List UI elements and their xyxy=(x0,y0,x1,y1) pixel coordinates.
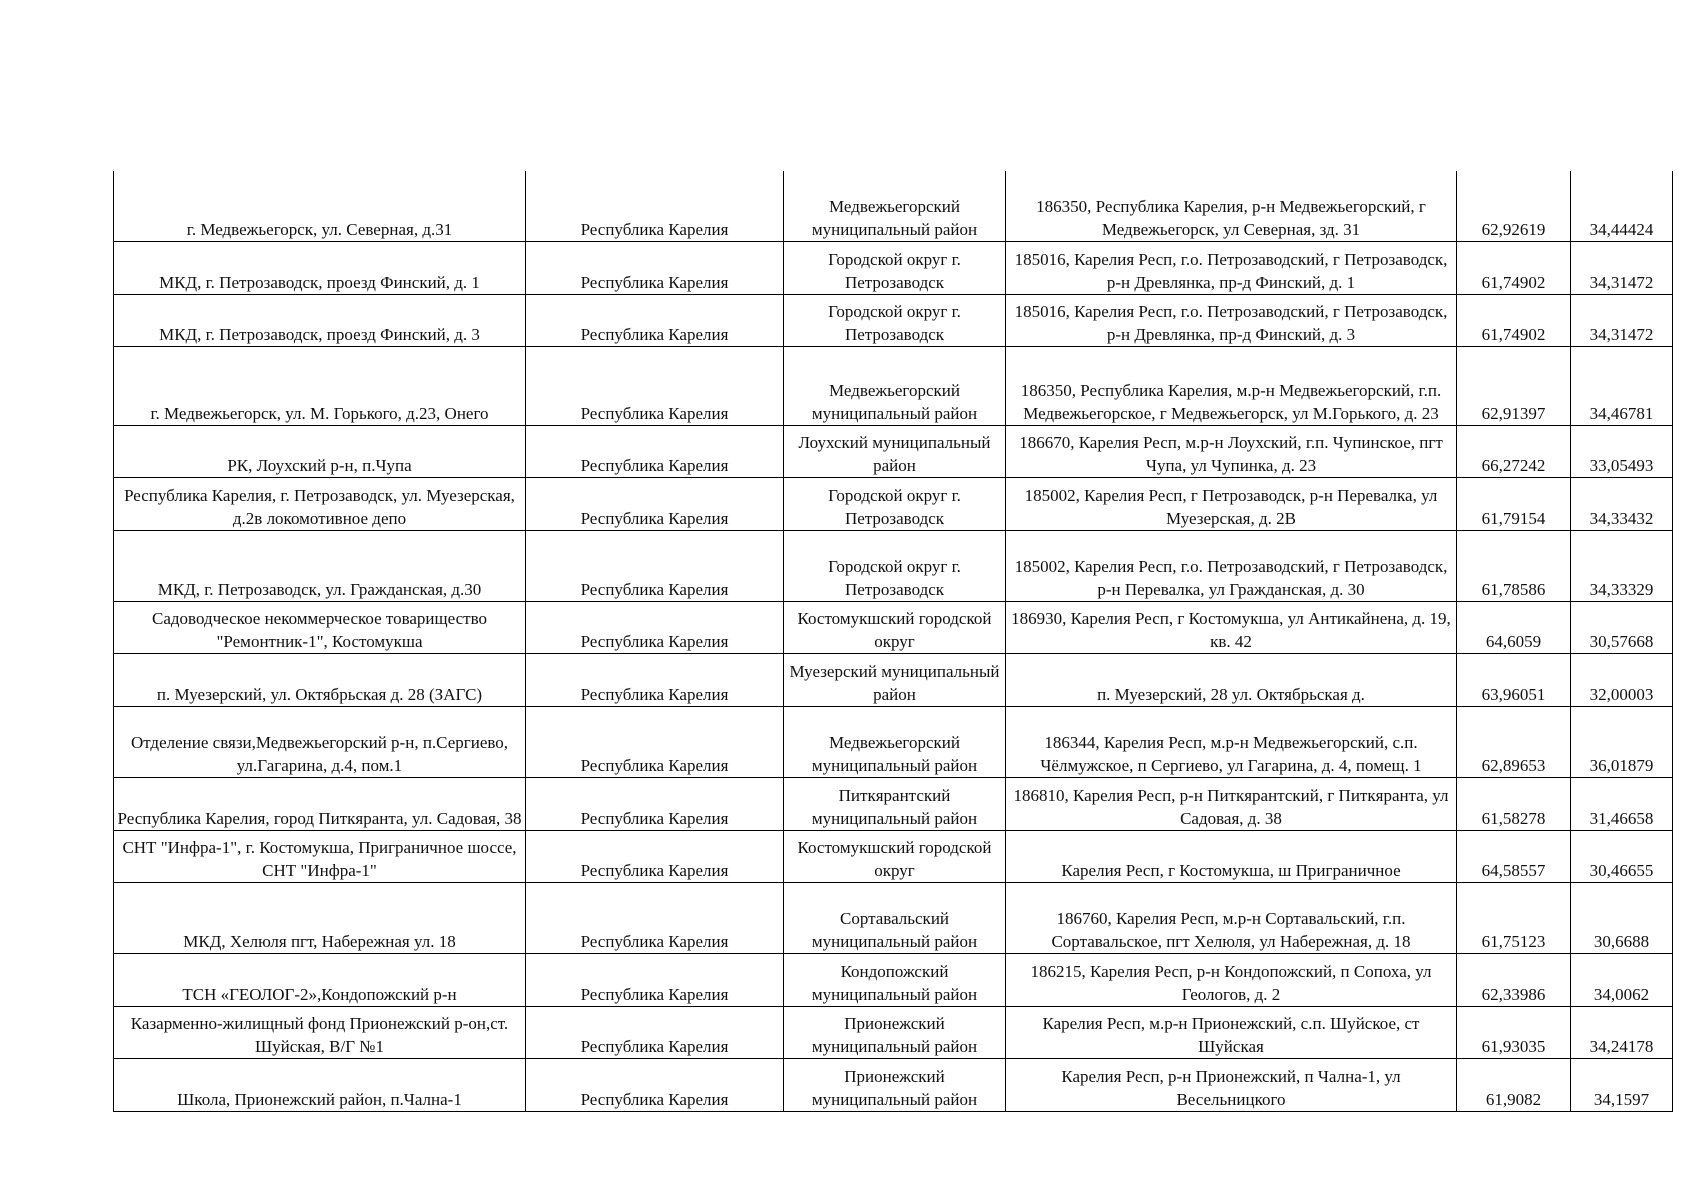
cell-address: 186670, Карелия Респ, м.р-н Лоухский, г.п. Чупинское, пгт Чупа, ул Чупинка, д. 23 xyxy=(1006,425,1457,477)
cell-name: Казарменно-жилищный фонд Прионежский р-он,ст. Шуйская, В/Г №1 xyxy=(114,1006,526,1058)
cell-address: 186810, Карелия Респ, р-н Питкярантский, г Питкяранта, ул Садовая, д. 38 xyxy=(1006,777,1457,830)
cell-longitude: 34,0062 xyxy=(1571,953,1673,1006)
cell-latitude: 61,58278 xyxy=(1457,777,1571,830)
cell-municipality: Медвежьегорский муниципальный район xyxy=(784,171,1006,241)
cell-latitude: 61,93035 xyxy=(1457,1006,1571,1058)
table-row xyxy=(114,1058,1673,1111)
table-row xyxy=(114,706,1673,777)
cell-name: РК, Лоухский р-н, п.Чупа xyxy=(114,425,526,477)
cell-region: Республика Карелия xyxy=(526,953,784,1006)
table-body xyxy=(114,171,1673,1111)
cell-latitude: 62,91397 xyxy=(1457,346,1571,425)
cell-region: Республика Карелия xyxy=(526,530,784,601)
cell-municipality: Сортавальский муниципальный район xyxy=(784,882,1006,953)
cell-region: Республика Карелия xyxy=(526,830,784,882)
table-row xyxy=(114,777,1673,830)
cell-latitude: 66,27242 xyxy=(1457,425,1571,477)
cell-address: 185002, Карелия Респ, г.о. Петрозаводский, г Петрозаводск, р-н Перевалка, ул Гражданская, д. 30 xyxy=(1006,530,1457,601)
cell-longitude: 32,00003 xyxy=(1571,653,1673,706)
cell-region: Республика Карелия xyxy=(526,1058,784,1111)
cell-address: 186350, Республика Карелия, р-н Медвежьегорский, г Медвежьегорск, ул Северная, зд. 31 xyxy=(1006,171,1457,241)
cell-latitude: 61,9082 xyxy=(1457,1058,1571,1111)
cell-region: Республика Карелия xyxy=(526,241,784,294)
cell-region: Республика Карелия xyxy=(526,425,784,477)
cell-region: Республика Карелия xyxy=(526,601,784,653)
table-row xyxy=(114,653,1673,706)
cell-address: 185002, Карелия Респ, г Петрозаводск, р-н Перевалка, ул Муезерская, д. 2В xyxy=(1006,477,1457,530)
cell-municipality: Кондопожский муниципальный район xyxy=(784,953,1006,1006)
cell-address: 185016, Карелия Респ, г.о. Петрозаводский, г Петрозаводск, р-н Древлянка, пр-д Финский, д. 1 xyxy=(1006,241,1457,294)
table-row xyxy=(114,241,1673,294)
table-row xyxy=(114,882,1673,953)
cell-region: Республика Карелия xyxy=(526,1006,784,1058)
cell-latitude: 61,74902 xyxy=(1457,294,1571,346)
cell-municipality: Муезерский муниципальный район xyxy=(784,653,1006,706)
table-row xyxy=(114,953,1673,1006)
cell-region: Республика Карелия xyxy=(526,477,784,530)
cell-address: 186350, Республика Карелия, м.р-н Медвежьегорский, г.п. Медвежьегорское, г Медвежьегорск, ул М.Горького, д. 23 xyxy=(1006,346,1457,425)
cell-longitude: 36,01879 xyxy=(1571,706,1673,777)
cell-latitude: 61,79154 xyxy=(1457,477,1571,530)
cell-longitude: 33,05493 xyxy=(1571,425,1673,477)
table-row xyxy=(114,830,1673,882)
table-row xyxy=(114,294,1673,346)
cell-address: Карелия Респ, р-н Прионежский, п Чална-1, ул Весельницкого xyxy=(1006,1058,1457,1111)
cell-name: Школа, Прионежский район, п.Чална-1 xyxy=(114,1058,526,1111)
cell-name: г. Медвежьегорск, ул. М. Горького, д.23, Онего xyxy=(114,346,526,425)
table-row xyxy=(114,346,1673,425)
cell-longitude: 34,31472 xyxy=(1571,294,1673,346)
cell-name: Отделение связи,Медвежьегорский р-н, п.Сергиево, ул.Гагарина, д.4, пом.1 xyxy=(114,706,526,777)
cell-longitude: 34,46781 xyxy=(1571,346,1673,425)
cell-municipality: Городской округ г. Петрозаводск xyxy=(784,477,1006,530)
cell-municipality: Питкярантский муниципальный район xyxy=(784,777,1006,830)
cell-name: МКД, г. Петрозаводск, проезд Финский, д. 3 xyxy=(114,294,526,346)
cell-name: г. Медвежьегорск, ул. Северная, д.31 xyxy=(114,171,526,241)
cell-municipality: Городской округ г. Петрозаводск xyxy=(784,530,1006,601)
cell-municipality: Прионежский муниципальный район xyxy=(784,1058,1006,1111)
cell-longitude: 34,33329 xyxy=(1571,530,1673,601)
cell-longitude: 30,46655 xyxy=(1571,830,1673,882)
cell-latitude: 62,92619 xyxy=(1457,171,1571,241)
table-row xyxy=(114,1006,1673,1058)
cell-region: Республика Карелия xyxy=(526,171,784,241)
cell-latitude: 61,74902 xyxy=(1457,241,1571,294)
cell-municipality: Медвежьегорский муниципальный район xyxy=(784,706,1006,777)
cell-region: Республика Карелия xyxy=(526,346,784,425)
cell-address: Карелия Респ, м.р-н Прионежский, с.п. Шуйское, ст Шуйская xyxy=(1006,1006,1457,1058)
cell-address: Карелия Респ, г Костомукша, ш Приграничное xyxy=(1006,830,1457,882)
cell-longitude: 30,6688 xyxy=(1571,882,1673,953)
cell-longitude: 31,46658 xyxy=(1571,777,1673,830)
table-row xyxy=(114,601,1673,653)
cell-latitude: 61,75123 xyxy=(1457,882,1571,953)
cell-municipality: Лоухский муниципальный район xyxy=(784,425,1006,477)
cell-latitude: 62,89653 xyxy=(1457,706,1571,777)
cell-region: Республика Карелия xyxy=(526,294,784,346)
cell-latitude: 64,6059 xyxy=(1457,601,1571,653)
cell-name: п. Муезерский, ул. Октябрьская д. 28 (ЗАГС) xyxy=(114,653,526,706)
cell-name: Садоводческое некоммерческое товарищество "Ремонтник-1", Костомукша xyxy=(114,601,526,653)
cell-name: Республика Карелия, г. Петрозаводск, ул. Муезерская, д.2в локомотивное депо xyxy=(114,477,526,530)
cell-name: МКД, г. Петрозаводск, ул. Гражданская, д.30 xyxy=(114,530,526,601)
cell-address: 186215, Карелия Респ, р-н Кондопожский, п Сопоха, ул Геологов, д. 2 xyxy=(1006,953,1457,1006)
cell-longitude: 34,31472 xyxy=(1571,241,1673,294)
cell-latitude: 61,78586 xyxy=(1457,530,1571,601)
cell-name: СНТ "Инфра-1", г. Костомукша, Приграничное шоссе, СНТ "Инфра-1" xyxy=(114,830,526,882)
cell-name: ТСН «ГЕОЛОГ-2»,Кондопожский р-н xyxy=(114,953,526,1006)
cell-municipality: Прионежский муниципальный район xyxy=(784,1006,1006,1058)
cell-longitude: 30,57668 xyxy=(1571,601,1673,653)
cell-region: Республика Карелия xyxy=(526,706,784,777)
table-row xyxy=(114,530,1673,601)
cell-municipality: Костомукшский городской округ xyxy=(784,601,1006,653)
cell-municipality: Костомукшский городской округ xyxy=(784,830,1006,882)
cell-name: МКД, г. Петрозаводск, проезд Финский, д. 1 xyxy=(114,241,526,294)
address-table xyxy=(113,171,1673,1112)
table-row xyxy=(114,171,1673,241)
cell-municipality: Городской округ г. Петрозаводск xyxy=(784,294,1006,346)
cell-address: 186930, Карелия Респ, г Костомукша, ул Антикайнена, д. 19, кв. 42 xyxy=(1006,601,1457,653)
cell-longitude: 34,44424 xyxy=(1571,171,1673,241)
cell-longitude: 34,24178 xyxy=(1571,1006,1673,1058)
cell-address: 185016, Карелия Респ, г.о. Петрозаводский, г Петрозаводск, р-н Древлянка, пр-д Финский, д. 3 xyxy=(1006,294,1457,346)
cell-address: 186344, Карелия Респ, м.р-н Медвежьегорский, с.п. Чёлмужское, п Сергиево, ул Гагарина, д. 4, помещ. 1 xyxy=(1006,706,1457,777)
cell-latitude: 64,58557 xyxy=(1457,830,1571,882)
cell-name: МКД, Хелюля пгт, Набережная ул. 18 xyxy=(114,882,526,953)
cell-latitude: 63,96051 xyxy=(1457,653,1571,706)
cell-address: 186760, Карелия Респ, м.р-н Сортавальский, г.п. Сортавальское, пгт Хелюля, ул Набережная, д. 18 xyxy=(1006,882,1457,953)
cell-region: Республика Карелия xyxy=(526,777,784,830)
cell-address: п. Муезерский, 28 ул. Октябрьская д. xyxy=(1006,653,1457,706)
cell-name: Республика Карелия, город Питкяранта, ул. Садовая, 38 xyxy=(114,777,526,830)
table-row xyxy=(114,477,1673,530)
cell-municipality: Медвежьегорский муниципальный район xyxy=(784,346,1006,425)
cell-longitude: 34,33432 xyxy=(1571,477,1673,530)
cell-region: Республика Карелия xyxy=(526,653,784,706)
cell-region: Республика Карелия xyxy=(526,882,784,953)
cell-municipality: Городской округ г. Петрозаводск xyxy=(784,241,1006,294)
cell-latitude: 62,33986 xyxy=(1457,953,1571,1006)
table-row xyxy=(114,425,1673,477)
cell-longitude: 34,1597 xyxy=(1571,1058,1673,1111)
